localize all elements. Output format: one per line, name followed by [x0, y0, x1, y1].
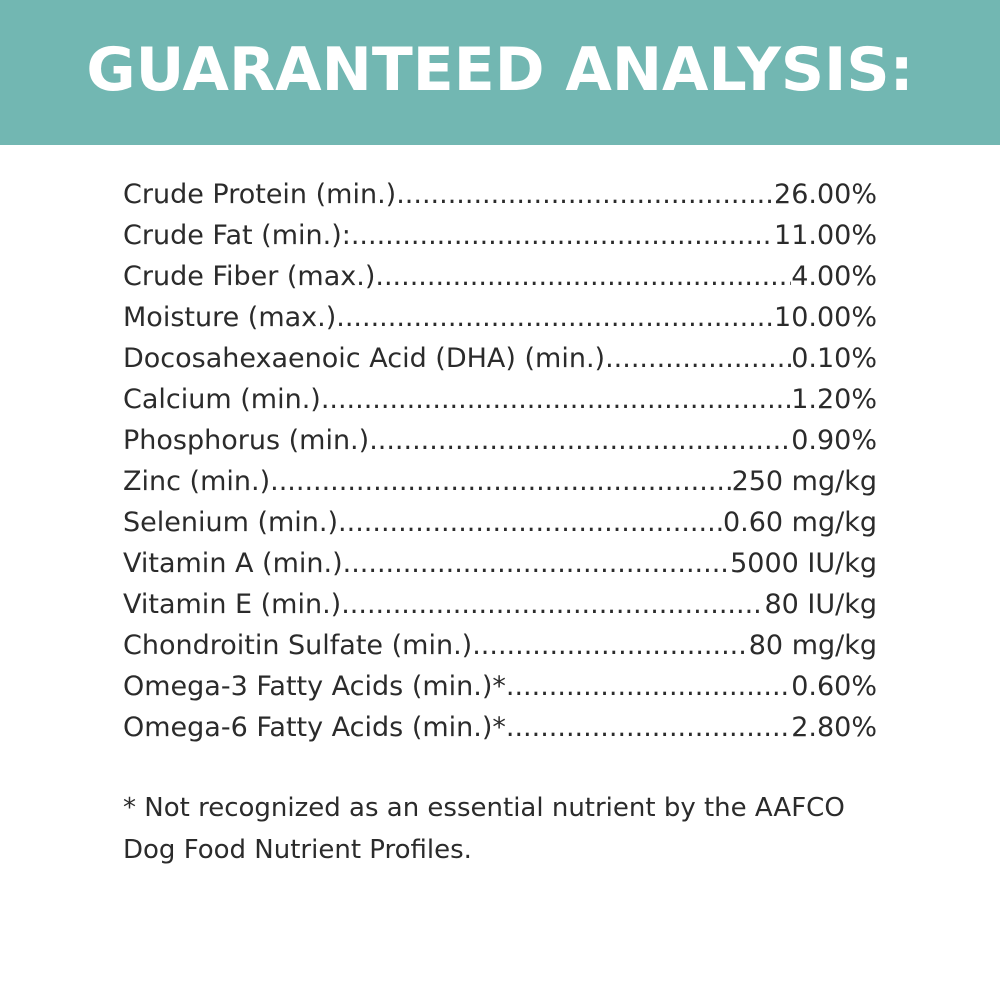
dot-leader — [338, 502, 723, 543]
dot-leader — [605, 338, 791, 379]
dot-leader — [506, 707, 791, 748]
analysis-row-crude-protein — [123, 174, 877, 215]
nutrient-value: 250 mg/kg — [731, 466, 877, 497]
nutrient-name: Moisture (max.) — [123, 302, 337, 333]
dot-leader — [375, 256, 791, 297]
nutrient-name: Crude Fat (min.): — [123, 220, 351, 251]
dot-leader — [351, 215, 774, 256]
nutrient-value: 0.60% — [791, 671, 877, 702]
nutrient-name: Phosphorus (min.) — [123, 425, 370, 456]
footnote-line-1: * Not recognized as an essential nutrient by the AAFCO — [123, 793, 845, 823]
dot-leader — [336, 297, 774, 338]
nutrient-value: 11.00% — [774, 220, 877, 251]
dot-leader — [369, 420, 791, 461]
nutrient-name: Chondroitin Sulfate (min.) — [123, 630, 473, 661]
analysis-row-crude-fat — [123, 215, 877, 256]
nutrient-name: Crude Fiber (max.) — [123, 261, 376, 292]
analysis-row-vitamin-e — [123, 584, 877, 625]
nutrient-value: 0.60 mg/kg — [722, 507, 877, 538]
footnote-line-2: Dog Food Nutrient Profiles. — [123, 835, 472, 865]
dot-leader — [270, 461, 731, 502]
nutrient-name: Crude Protein (min.) — [123, 179, 397, 210]
analysis-row-chondroitin-sulfate — [123, 625, 877, 666]
nutrient-name: Zinc (min.) — [123, 466, 271, 497]
nutrient-name: Omega-3 Fatty Acids (min.)* — [123, 671, 506, 702]
nutrient-value: 5000 IU/kg — [730, 548, 877, 579]
analysis-row-selenium — [123, 502, 877, 543]
nutrient-value: 0.10% — [791, 343, 877, 374]
analysis-row-omega-3 — [123, 666, 877, 707]
dot-leader — [321, 379, 791, 420]
nutrient-name: Vitamin A (min.) — [123, 548, 343, 579]
nutrient-value: 0.90% — [791, 425, 877, 456]
dot-leader — [472, 625, 749, 666]
nutrient-value: 80 IU/kg — [764, 589, 877, 620]
footnote — [123, 787, 903, 871]
guaranteed-analysis-list — [123, 174, 877, 748]
header-band — [0, 0, 1000, 145]
nutrient-name: Selenium (min.) — [123, 507, 339, 538]
nutrient-value: 1.20% — [791, 384, 877, 415]
analysis-row-vitamin-a — [123, 543, 877, 584]
nutrient-value: 2.80% — [791, 712, 877, 743]
nutrient-value: 26.00% — [774, 179, 877, 210]
analysis-row-dha — [123, 338, 877, 379]
analysis-row-moisture — [123, 297, 877, 338]
nutrient-name: Calcium (min.) — [123, 384, 321, 415]
nutrient-name: Omega-6 Fatty Acids (min.)* — [123, 712, 506, 743]
analysis-row-phosphorus — [123, 420, 877, 461]
analysis-row-zinc — [123, 461, 877, 502]
page-title: GUARANTEED ANALYSIS: — [86, 34, 914, 105]
dot-leader — [396, 174, 774, 215]
nutrient-value: 10.00% — [774, 302, 877, 333]
nutrient-name: Docosahexaenoic Acid (DHA) (min.) — [123, 343, 606, 374]
analysis-row-crude-fiber — [123, 256, 877, 297]
analysis-row-calcium — [123, 379, 877, 420]
dot-leader — [343, 543, 730, 584]
dot-leader — [506, 666, 791, 707]
analysis-row-omega-6 — [123, 707, 877, 748]
nutrient-value: 4.00% — [791, 261, 877, 292]
nutrient-name: Vitamin E (min.) — [123, 589, 342, 620]
nutrient-value: 80 mg/kg — [748, 630, 877, 661]
dot-leader — [341, 584, 764, 625]
